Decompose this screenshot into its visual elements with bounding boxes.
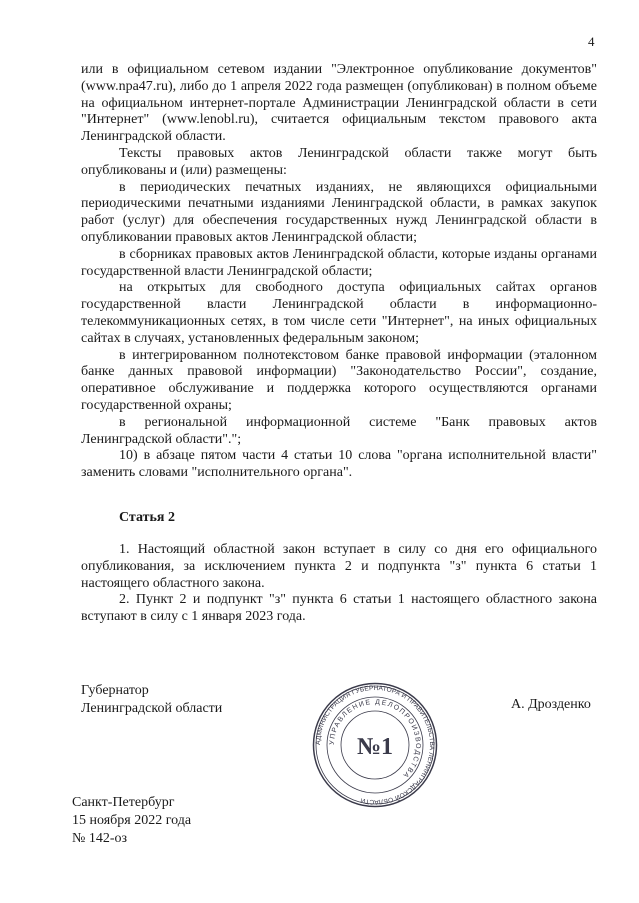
paragraph: в интегрированном полнотекстовом банке правовой информации (эталонном банке данных правовой информации) "Законодательство России", создание, оперативное обслуживание и поддержка которого осуществляются органами государственной охраны; xyxy=(81,347,597,413)
city: Санкт-Петербург xyxy=(72,795,175,810)
signatory-name: А. Дрозденко xyxy=(511,697,591,712)
signatory-title-line: Губернатор xyxy=(81,683,149,698)
body-text xyxy=(81,62,597,482)
seal-number: №1 xyxy=(356,734,394,760)
paragraph: или в официальном сетевом издании "Электронное опубликование документов" (www.npa47.ru), либо до 1 апреля 2022 года размещен (опубликован) в полном объеме на официальном интернет-портале Администрации Ленинградской области в сети "Интернет" (www.lenobl.ru), считается официальным текстом правового акта Ленинградской области. xyxy=(81,62,597,145)
signatory-title xyxy=(81,682,222,718)
article-title: Статья 2 xyxy=(119,510,175,525)
paragraph: 10) в абзаце пятом части 4 статьи 10 слова "органа исполнительной власти" заменить словами "исполнительного органа". xyxy=(81,448,597,481)
seal-inner-text: УПРАВЛЕНИЕ ДЕЛОПРОИЗВОДСТВА xyxy=(328,698,422,780)
paragraph: Тексты правовых актов Ленинградской области также могут быть опубликованы и (или) размещены: xyxy=(81,145,597,178)
law-number: № 142-оз xyxy=(72,831,128,846)
paragraph: в сборниках правовых актов Ленинградской области, которые изданы органами государственной власти Ленинградской области; xyxy=(81,246,597,279)
place-date-number xyxy=(72,794,191,848)
paragraph: в региональной информационной системе "Банк правовых актов Ленинградской области"."; xyxy=(81,414,597,447)
article-item: 2. Пункт 2 и подпункт "з" пункта 6 статьи 1 настоящего областного закона вступают в силу с 1 января 2023 года. xyxy=(81,592,597,625)
paragraph: на открытых для свободного доступа официальных сайтах органов государственной власти Ленинградской области в информационно-телекоммуникационных сетях, в том числе сети "Интернет", на иных официальных сайтах в случаях, установленных федеральным законом; xyxy=(81,280,597,346)
official-seal xyxy=(312,682,438,808)
article-item: 1. Настоящий областной закон вступает в силу со дня его официального опубликования, за исключением пункта 2 и подпункта "з" пункта 6 статьи 1 настоящего областного закона. xyxy=(81,542,597,591)
page-number: 4 xyxy=(588,34,595,49)
article-body xyxy=(81,542,597,626)
paragraph: в периодических печатных изданиях, не являющихся официальными периодическими печатными изданиями Ленинградской области, в рамках закупок работ (услуг) для обеспечения государственных нужд Ленинградской области в опубликовании правовых актов Ленинградской области; xyxy=(81,179,597,245)
date: 15 ноября 2022 года xyxy=(72,813,192,828)
seal-outer-text: АДМИНИСТРАЦИЯ ГУБЕРНАТОРА И ПРАВИТЕЛЬСТВА ЛЕНИНГРАДСКОЙ ОБЛАСТИ xyxy=(314,684,436,806)
signatory-title-line: Ленинградской области xyxy=(81,701,223,716)
